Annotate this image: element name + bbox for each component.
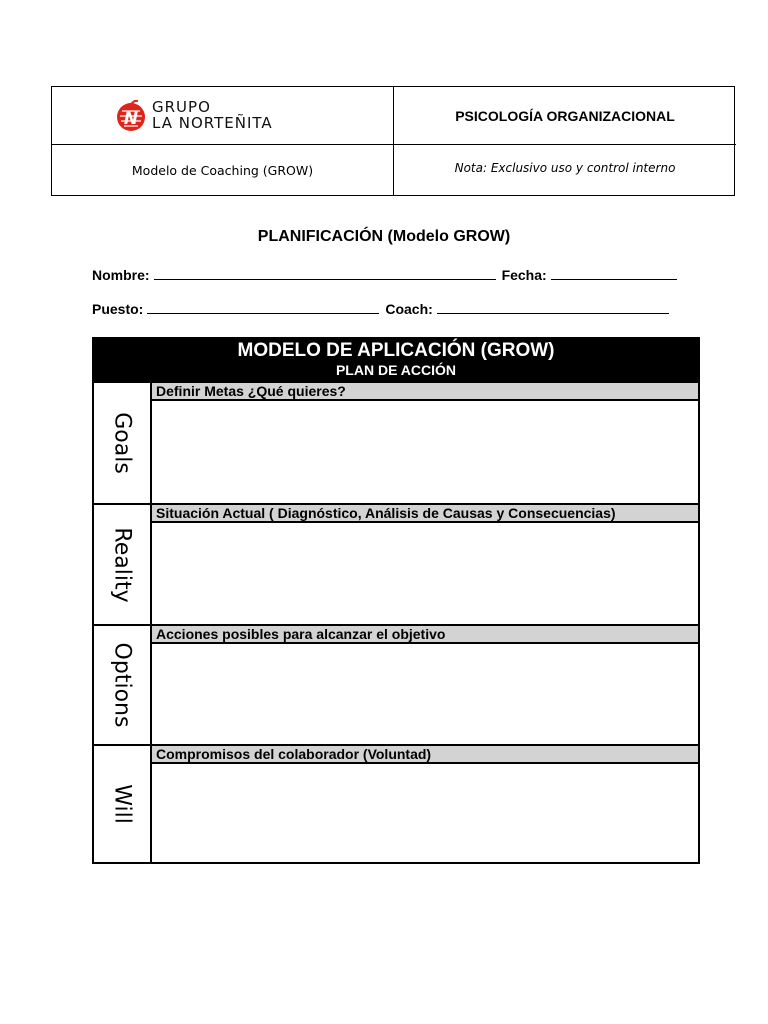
logo-line2: LA NORTEÑITA bbox=[152, 114, 273, 132]
grow-subtitle: PLAN DE ACCIÓN bbox=[335, 362, 457, 378]
reality-label: Reality bbox=[109, 526, 135, 603]
reality-section bbox=[94, 503, 698, 624]
will-label: Will bbox=[109, 784, 135, 824]
will-answer-area[interactable] bbox=[152, 764, 698, 862]
svg-text:N: N bbox=[123, 108, 139, 129]
goals-answer-area[interactable] bbox=[152, 401, 698, 503]
coach-label: Coach: bbox=[385, 301, 433, 317]
will-side-cell bbox=[94, 746, 152, 862]
grow-title: MODELO DE APLICACIÓN (GROW) bbox=[237, 340, 555, 361]
name-field[interactable] bbox=[154, 265, 496, 280]
logo-line1: GRUPO bbox=[152, 98, 211, 116]
options-answer-area[interactable] bbox=[152, 644, 698, 744]
grow-table bbox=[92, 337, 700, 864]
model-cell bbox=[52, 145, 394, 196]
reality-answer-area[interactable] bbox=[152, 523, 698, 624]
reality-heading: Situación Actual ( Diagnóstico, Análisis de Causas y Consecuencias) bbox=[152, 505, 698, 523]
department-cell bbox=[394, 87, 736, 145]
department-title: PSICOLOGÍA ORGANIZACIONAL bbox=[455, 107, 675, 124]
goals-heading: Definir Metas ¿Qué quieres? bbox=[152, 383, 698, 401]
options-side-cell bbox=[94, 626, 152, 744]
header-table bbox=[51, 86, 735, 196]
will-section bbox=[94, 744, 698, 862]
date-field[interactable] bbox=[551, 265, 677, 280]
coach-field[interactable] bbox=[437, 299, 669, 314]
reality-side-cell bbox=[94, 505, 152, 624]
note-text: Nota: Exclusivo uso y control interno bbox=[454, 161, 676, 175]
options-label: Options bbox=[109, 642, 135, 728]
note-cell bbox=[394, 145, 736, 196]
date-label: Fecha: bbox=[501, 267, 547, 283]
will-heading: Compromisos del colaborador (Voluntad) bbox=[152, 746, 698, 764]
company-logo bbox=[114, 99, 273, 133]
goals-section bbox=[94, 383, 698, 503]
logo-cell bbox=[52, 87, 394, 145]
options-section bbox=[94, 624, 698, 744]
position-field[interactable] bbox=[147, 299, 379, 314]
name-label: Nombre: bbox=[92, 267, 150, 283]
apple-logo-icon bbox=[114, 99, 148, 133]
position-label: Puesto: bbox=[92, 301, 144, 317]
options-heading: Acciones posibles para alcanzar el objetivo bbox=[152, 626, 698, 644]
model-name: Modelo de Coaching (GROW) bbox=[131, 163, 314, 178]
goals-label: Goals bbox=[109, 412, 135, 474]
planning-title: PLANIFICACIÓN (Modelo GROW) bbox=[257, 228, 511, 245]
name-date-line bbox=[92, 265, 683, 283]
grow-table-header bbox=[94, 339, 698, 383]
goals-side-cell bbox=[94, 383, 152, 503]
position-coach-line bbox=[92, 299, 675, 317]
